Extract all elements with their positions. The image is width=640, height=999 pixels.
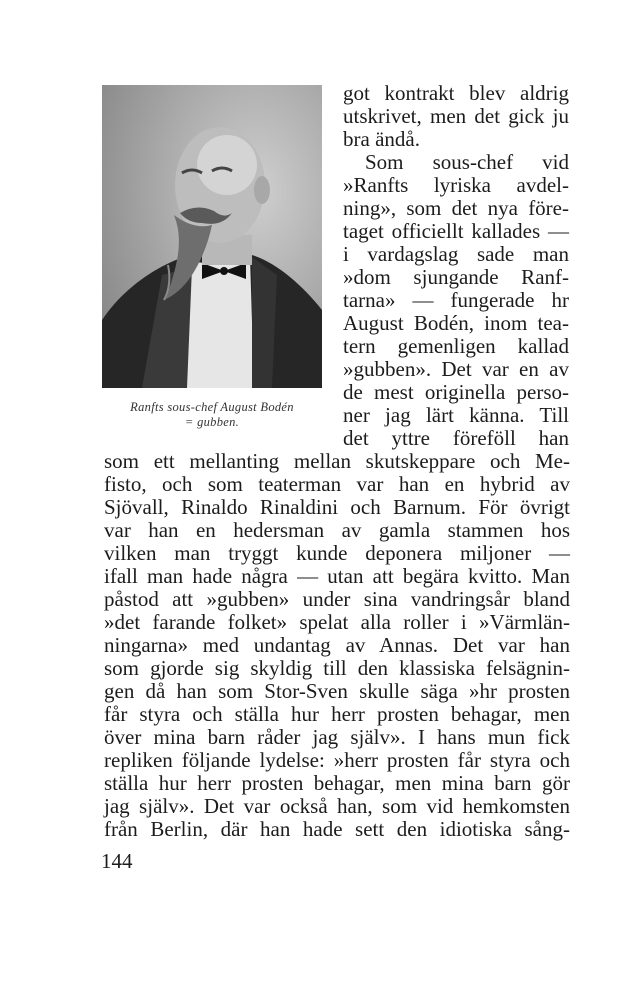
text-line: August Bodén, inom tea-	[343, 311, 569, 335]
text-line: »det farande folket» spelat alla roller i »Värmlän-	[104, 610, 570, 634]
text-line: tern gemenligen kallad	[343, 334, 569, 358]
text-line: över mina barn råder jag själv». I hans mun fick	[104, 725, 570, 749]
text-line: utskrivet, men det gick ju	[343, 104, 569, 128]
text-line: ning», som det nya före-	[343, 196, 569, 220]
text-line: »dom sjungande Ranf-	[343, 265, 569, 289]
text-line: tarna» — fungerade hr	[343, 288, 569, 312]
text-line: som ett mellanting mellan skutskeppare och Me-	[104, 449, 570, 473]
text-line: ningarna» med undantag av Annas. Det var han	[104, 633, 570, 657]
caption-line: = gubben.	[184, 415, 240, 429]
text-line: Som sous-chef vid	[365, 150, 569, 174]
text-line: jag själv». Det var också han, som vid hemkomsten	[104, 794, 570, 818]
text-line: som gjorde sig skyldig till den klassiska felsägnin-	[104, 656, 570, 680]
text-line: got kontrakt blev aldrig	[343, 81, 569, 105]
text-line: det yttre föreföll han	[343, 426, 569, 450]
text-line: ifall man hade några — utan att begära kvitto. Man	[104, 564, 570, 588]
text-line: ner jag lärt känna. Till	[343, 403, 569, 427]
text-line: »Ranfts lyriska avdel-	[343, 173, 569, 197]
text-line: i vardagslag sade man	[343, 242, 569, 266]
text-line: Sjövall, Rinaldo Rinaldini och Barnum. För övrigt	[104, 495, 570, 519]
page-number: 144	[101, 849, 133, 873]
text-line: »gubben». Det var en av	[343, 357, 569, 381]
text-line: taget officiellt kallades —	[343, 219, 569, 243]
text-line: de mest originella perso-	[343, 380, 569, 404]
text-line: var han en hedersman av gamla stammen hos	[104, 518, 570, 542]
text-line: bra ändå.	[343, 127, 420, 151]
text-line: ställa hur herr prosten behagar, men mina barn gör	[104, 771, 570, 795]
text-line: gen då han som Stor-Sven skulle säga »hr prosten	[104, 679, 570, 703]
text-line: påstod att »gubben» under sina vandringsår bland	[104, 587, 570, 611]
photo-caption	[92, 400, 332, 430]
portrait-photo	[102, 85, 322, 388]
caption-line: Ranfts sous-chef August Bodén	[130, 400, 294, 414]
text-line: fisto, och som teaterman var han en hybrid av	[104, 472, 570, 496]
text-line: från Berlin, där han hade sett den idiotiska sång-	[104, 817, 570, 841]
text-line: repliken följande lydelse: »herr prosten får styra och	[104, 748, 570, 772]
text-line: vilken man tryggt kunde deponera miljoner —	[104, 541, 570, 565]
text-line: får styra och ställa hur herr prosten behagar, men	[104, 702, 570, 726]
portrait-illustration	[102, 85, 322, 388]
